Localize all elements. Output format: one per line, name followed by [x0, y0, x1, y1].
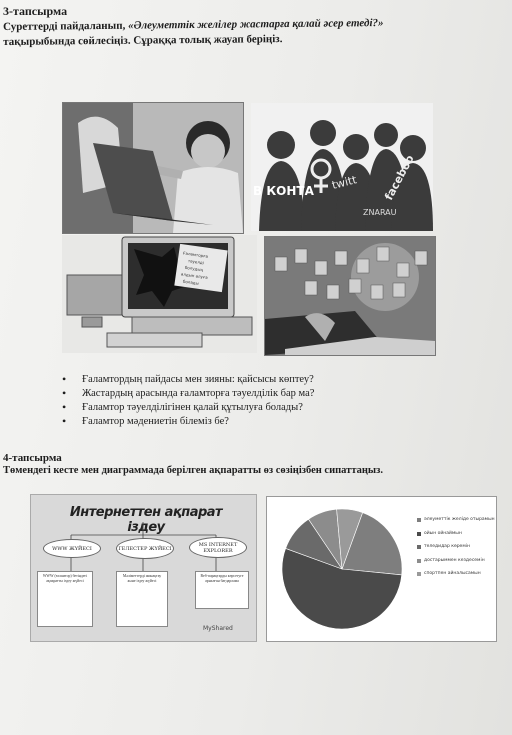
task4-instruction: Төмендегі кесте мен диаграммада берілген ақпаратты өз сөзіңізбен сипаттаңыз.	[3, 465, 383, 476]
photo-social-networks	[251, 103, 433, 231]
silhouettes-illustration	[251, 103, 433, 231]
question-item: • Ғаламтор мәдениетін білеміз бе?	[60, 415, 314, 429]
task3-question-list	[60, 373, 314, 429]
legend-item	[417, 531, 499, 536]
laptop-profiles-illustration	[265, 237, 435, 355]
question-item: • Ғаламтордың пайдасы мен зияны: қайсысы көптеу?	[60, 373, 314, 387]
diagram-node-www: WWW ЖҮЙЕСІ	[43, 539, 101, 558]
twitter-label: twitt	[330, 173, 358, 192]
diagram-node-search: ГЕЛЕСТЕР ЖҮЙЕСІ	[116, 538, 174, 559]
question-item: • Ғаламтор тәуелділігінен қалай құтылуға болады?	[60, 401, 314, 415]
question-item: • Жастардың арасында ғаламторға тәуелділік бар ма?	[60, 387, 314, 401]
vk-label: В КОНТА	[253, 184, 314, 198]
task4-title: 4-тапсырма	[3, 452, 62, 464]
boy-laptop-illustration	[63, 103, 243, 233]
legend-swatch	[417, 572, 421, 576]
screen-text-3: болудың	[184, 264, 204, 273]
screen-text-1: Ғаламторға	[182, 250, 209, 259]
legend-label: теледидар көремін	[424, 544, 470, 549]
photo-boy-laptop	[62, 102, 244, 234]
screen-text-4: алдын алуға	[180, 271, 209, 281]
screen-text-5: болады	[182, 278, 200, 286]
photo-computer	[62, 235, 257, 353]
legend-swatch	[417, 545, 421, 549]
screen-text-2: тәуелді	[187, 258, 205, 266]
znarau-label: ZNARAU	[363, 208, 397, 217]
pie-chart	[267, 497, 417, 641]
legend-label: спортпен айналысамын	[424, 571, 481, 576]
photo-laptop-profiles	[264, 236, 436, 356]
diagram-box-3: Веб-парақтарды көрсетуге арналған бағдарлама	[195, 571, 249, 609]
legend-item	[417, 571, 499, 576]
instruction-quote: «Әлеуметтік желілер жастарға қалай әсер етеді?»	[127, 17, 384, 32]
pie-legend	[417, 517, 499, 585]
computer-illustration	[62, 235, 257, 353]
task3-instruction	[3, 15, 495, 50]
facebook-label: faceboo	[382, 152, 417, 203]
internet-search-diagram	[30, 494, 257, 642]
myshared-watermark: MyShared	[203, 625, 233, 632]
legend-swatch	[417, 532, 421, 536]
legend-label: ойын ойнаймын	[424, 530, 462, 536]
task3-title: 3-тапсырма	[3, 4, 68, 18]
diagram-box-1: WWW (ғаламтор) бетіндегі ақпаратты іздеу жүйесі	[37, 571, 93, 627]
legend-label: әлеуметтік желіде отырамын	[424, 517, 495, 522]
diagram-node-ie: MS INTERNET EXPLORER	[189, 537, 247, 558]
legend-item	[417, 544, 499, 549]
legend-label: достарыммен кездесемін	[424, 557, 485, 563]
pie-chart-card	[266, 496, 497, 642]
legend-item	[417, 558, 499, 563]
legend-item	[417, 517, 499, 522]
instruction-text: Суреттерді пайдаланып,	[3, 19, 129, 33]
diagram-title: Интернеттен ақпарат іздеу	[69, 505, 223, 535]
diagram-box-2: Мәліметтерді жинақтау және іздеу жүйесі	[116, 571, 168, 627]
legend-swatch	[417, 559, 421, 563]
legend-swatch	[417, 518, 421, 522]
instruction-text-2: тақырыбында сөйлесіңіз. Сұраққа толық жауап беріңіз.	[3, 33, 283, 48]
